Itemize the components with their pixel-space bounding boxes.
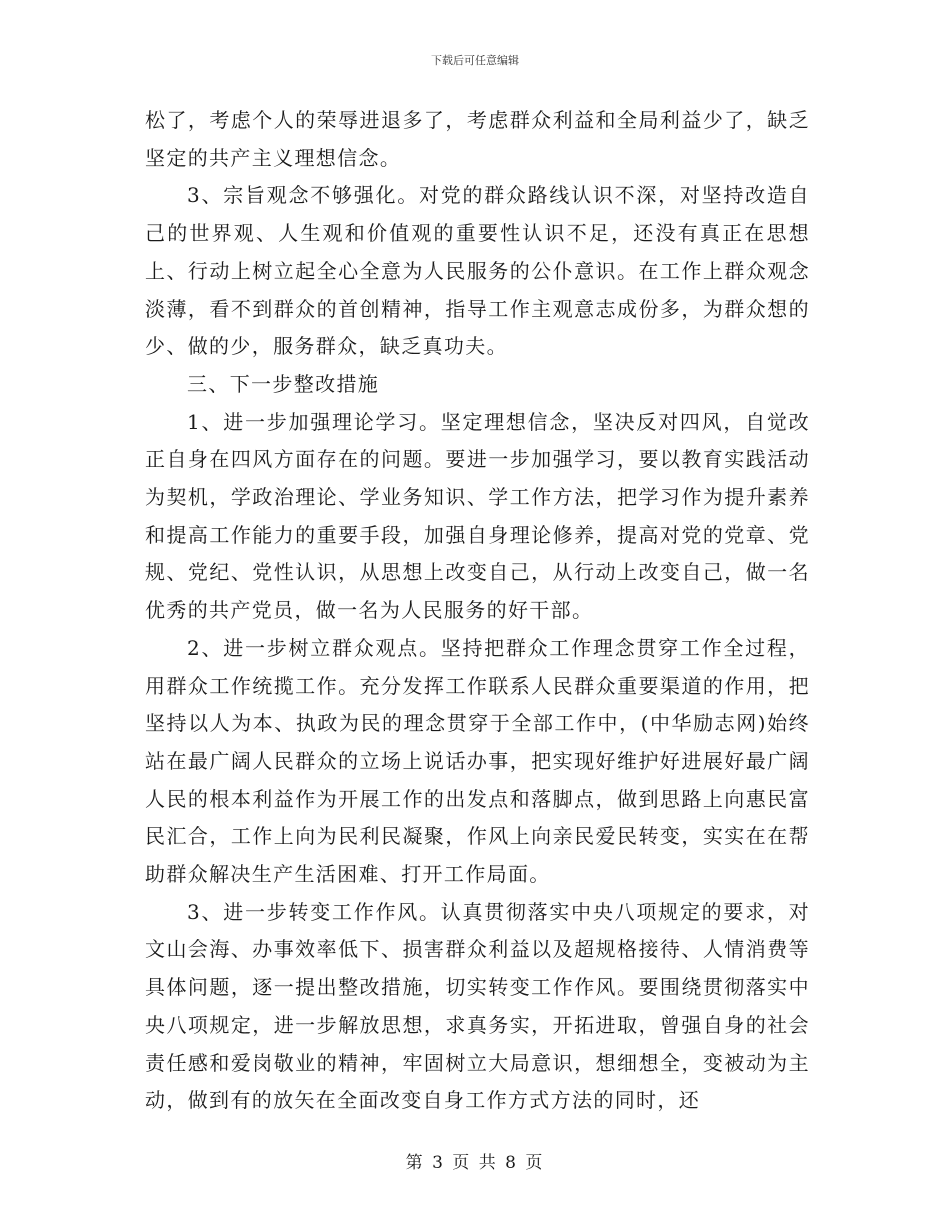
document-body [145, 102, 810, 1120]
paragraph-theory-study: 1、进一步加强理论学习。坚定理想信念，坚决反对四风，自觉改正自身在四风方面存在的问题。要进一步加强学习，要以教育实践活动为契机，学政治理论、学业务知识、学工作方法，把学习作为提升素养和提高工作能力的重要手段，加强自身理论修养，提高对党的党章、党规、党纪、党性认识，从思想上改变自己，从行动上改变自己，做一名优秀的共产党员，做一名为人民服务的好干部。 [145, 409, 810, 623]
header-note: 下载后可任意编辑 [431, 54, 519, 67]
paragraph-mass-viewpoint: 2、进一步树立群众观点。坚持把群众工作理念贯穿工作全过程，用群众工作统揽工作。充分发挥工作联系人民群众重要渠道的作用，把坚持以人为本、执政为民的理念贯穿于全部工作中，(中华励志网)始终站在最广阔人民群众的立场上说话办事，把实现好维护好进展好最广阔人民的根本利益作为开展工作的出发点和落脚点，做到思路上向惠民富民汇合，工作上向为民利民凝聚，作风上向亲民爱民转变，实实在在帮助群众解决生产生活困难、打开工作局面。 [145, 635, 810, 887]
paragraph-work-style: 3、进一步转变工作作风。认真贯彻落实中央八项规定的要求，对文山会海、办事效率低下、损害群众利益以及超规格接待、人情消费等具体问题，逐一提出整改措施，切实转变工作作风。要围绕贯彻落实中央八项规定，进一步解放思想，求真务实，开拓进取，曾强自身的社会责任感和爱岗敬业的精神，牢固树立大局意识，想细想全，变被动为主动，做到有的放矢在全面改变自身工作方式方法的同时，还 [145, 899, 810, 1113]
section-heading-next-steps: 三、下一步整改措施 [187, 371, 380, 396]
paragraph-purpose-awareness: 3、宗旨观念不够强化。对党的群众路线认识不深，对坚持改造自己的世界观、人生观和价值观的重要性认识不足，还没有真正在思想上、行动上树立起全心全意为人民服务的公仆意识。在工作上群众观念淡薄，看不到群众的首创精神，指导工作主观意志成份多，为群众想的少、做的少，服务群众，缺乏真功夫。 [145, 183, 810, 359]
paragraph-continuation: 松了，考虑个人的荣辱进退多了，考虑群众利益和全局利益少了，缺乏坚定的共产主义理想信念。 [145, 108, 810, 170]
page-number: 第 3 页 共 8 页 [405, 1153, 545, 1173]
